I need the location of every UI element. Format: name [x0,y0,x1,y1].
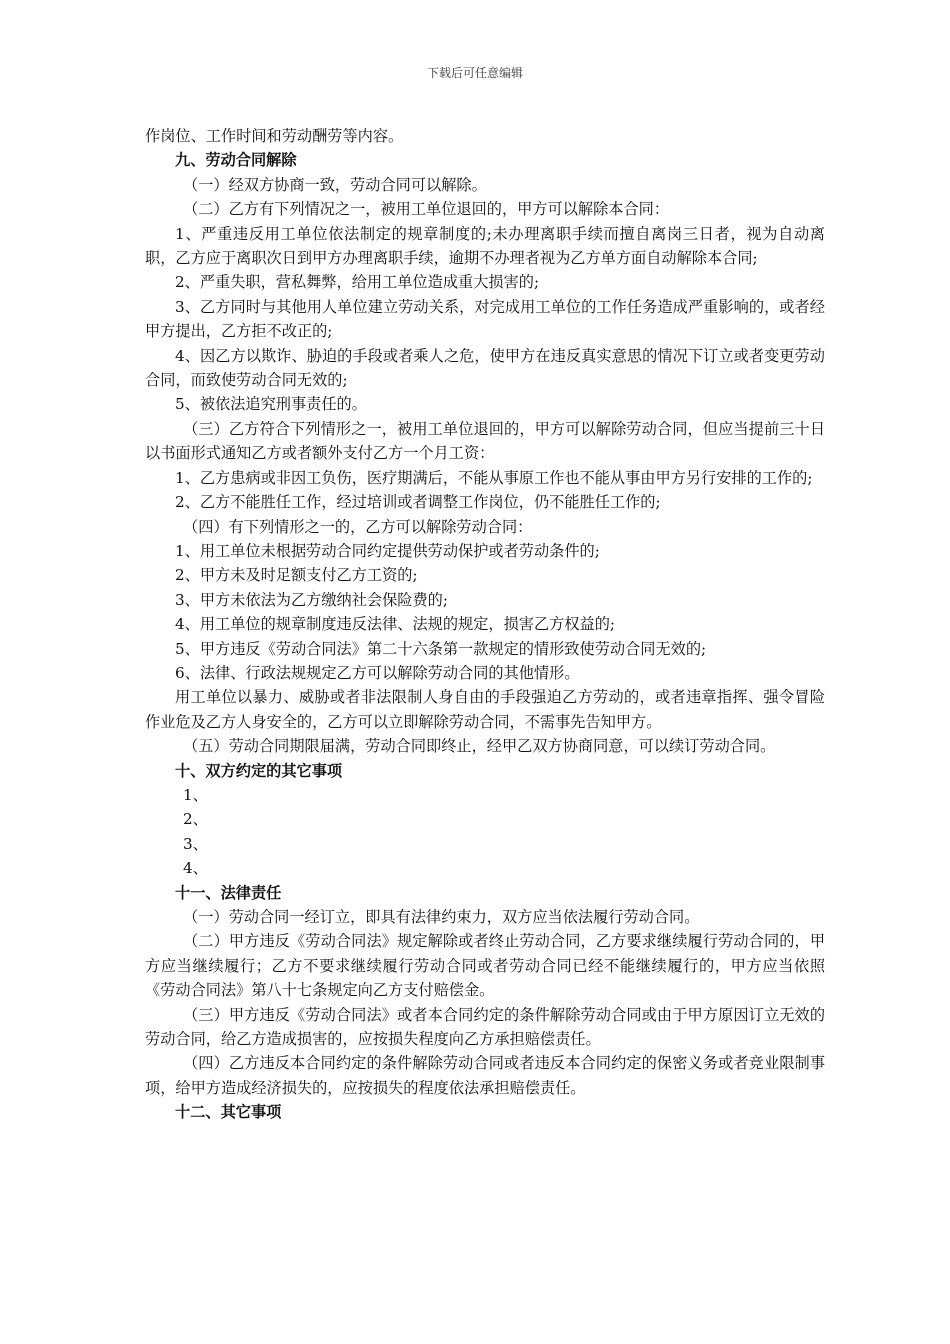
paragraph: （三）甲方违反《劳动合同法》或者本合同约定的条件解除劳动合同或由于甲方原因订立无效的劳动合同，给乙方造成损害的，应按损失程度向乙方承担赔偿责任。 [145,1005,825,1049]
list-item: 1、乙方患病或非因工负伤，医疗期满后，不能从事原工作也不能从事由甲方另行安排的工作的; [175,468,813,487]
paragraph: （四）乙方违反本合同约定的条件解除劳动合同或者违反本合同约定的保密义务或者竞业限制事项，给甲方造成经济损失的，应按损失的程度依法承担赔偿责任。 [145,1054,825,1097]
list-item: 5、甲方违反《劳动合同法》第二十六条第一款规定的情形致使劳动合同无效的; [175,639,707,658]
paragraph: （四）有下列情形之一的，乙方可以解除劳动合同： [183,517,533,536]
paragraph: （二）甲方违反《劳动合同法》规定解除或者终止劳动合同，乙方要求继续履行劳动合同的，甲方应当继续履行；乙方不要求继续履行劳动合同或者劳动合同已经不能继续履行的，甲方应当依照《劳动合同法》第八十七条规定向乙方支付赔偿金。 [145,932,825,1000]
list-item: 6、法律、行政法规规定乙方可以解除劳动合同的其他情形。 [175,663,580,682]
list-item: 2、 [183,810,208,829]
list-item: 3、甲方未依法为乙方缴纳社会保险费的; [175,590,448,609]
list-item: 4、用工单位的规章制度违反法律、法规的规定，损害乙方权益的; [175,615,616,634]
section-heading: 十一、法律责任 [175,883,282,902]
list-item: 2、严重失职，营私舞弊，给用工单位造成重大损害的; [175,273,540,292]
paragraph: （五）劳动合同期限届满，劳动合同即终止，经甲乙双方协商同意，可以续订劳动合同。 [183,737,776,756]
paragraph: （三）乙方符合下列情形之一，被用工单位退回的，甲方可以解除劳动合同，但应当提前三十日以书面形式通知乙方或者额外支付乙方一个月工资： [145,419,825,463]
page-header: 下载后可任意编辑 [426,66,523,80]
list-item: 4、 [183,859,208,878]
list-item: 1、用工单位未根据劳动合同约定提供劳动保护或者劳动条件的; [175,541,600,560]
section-heading: 十、双方约定的其它事项 [175,761,343,780]
list-item: 3、 [183,834,208,853]
list-item: 1、 [183,785,208,804]
section-heading: 九、劳动合同解除 [175,151,297,170]
list-item: 1、严重违反用工单位依法制定的规章制度的;未办理离职手续而擅自离岗三日者，视为自动离职，乙方应于离职次日到甲方办理离职手续，逾期不办理者视为乙方单方面自动解除本合同; [145,224,825,268]
list-item: 3、乙方同时与其他用人单位建立劳动关系，对完成用工单位的工作任务造成严重影响的，或者经甲方提出，乙方拒不改正的; [145,297,825,341]
list-item: 2、乙方不能胜任工作，经过培训或者调整工作岗位，仍不能胜任工作的; [175,493,661,512]
document-body [145,124,825,1125]
paragraph: 用工单位以暴力、威胁或者非法限制人身自由的手段强迫乙方劳动的，或者违章指挥、强令冒险作业危及乙方人身安全的，乙方可以立即解除劳动合同，不需事先告知甲方。 [145,688,825,731]
list-item: 4、因乙方以欺诈、胁迫的手段或者乘人之危，使甲方在违反真实意思的情况下订立或者变更劳动合同，而致使劳动合同无效的; [145,346,825,390]
list-item: 2、甲方未及时足额支付乙方工资的; [175,566,418,585]
paragraph: （一）经双方协商一致，劳动合同可以解除。 [183,175,487,194]
paragraph: （一）劳动合同一经订立，即具有法律约束力，双方应当依法履行劳动合同。 [183,908,700,926]
paragraph: 作岗位、工作时间和劳动酬劳等内容。 [145,127,404,145]
list-item: 5、被依法追究刑事责任的。 [175,395,367,414]
section-heading: 十二、其它事项 [175,1103,282,1122]
paragraph: （二）乙方有下列情况之一，被用工单位退回的，甲方可以解除本合同： [183,200,669,219]
